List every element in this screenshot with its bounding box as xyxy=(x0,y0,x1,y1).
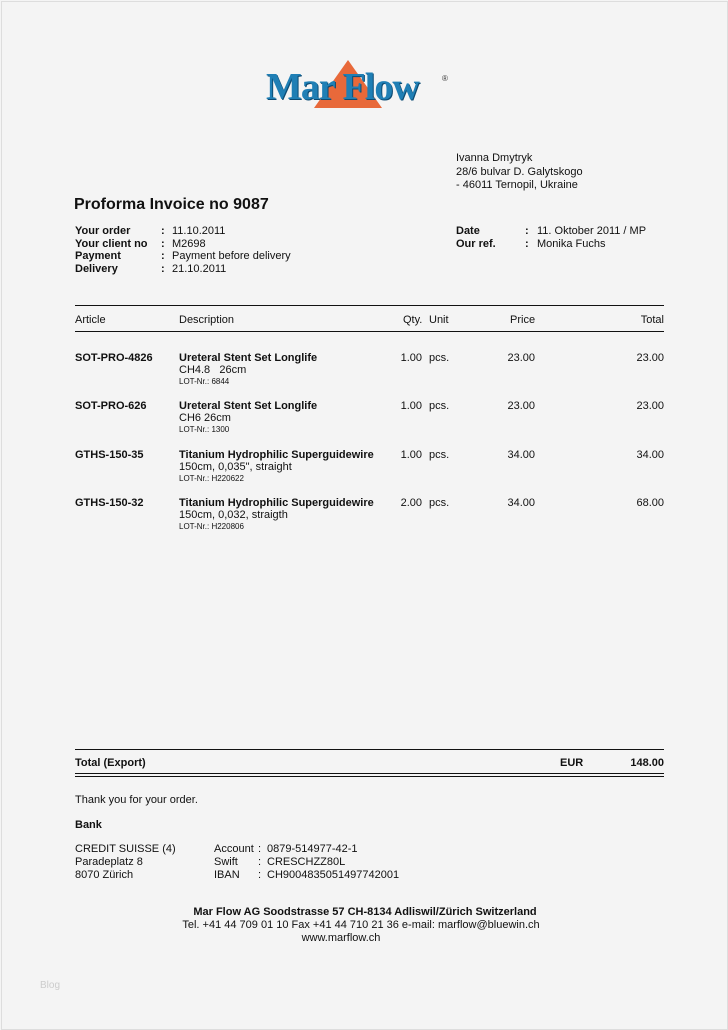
item-total: 23.00 xyxy=(636,400,664,412)
divider xyxy=(75,773,664,774)
meta-value: Monika Fuchs xyxy=(537,237,606,250)
colon: : xyxy=(258,843,262,855)
bank-city: 8070 Zürich xyxy=(75,869,134,881)
item-unit: pcs. xyxy=(429,497,450,509)
col-total: Total xyxy=(640,314,664,326)
invoice-title: Proforma Invoice no 9087 xyxy=(74,196,269,213)
meta-value: Payment before delivery xyxy=(172,250,291,262)
item-detail: 150cm, 0,032, straigth xyxy=(179,509,288,521)
colon: : xyxy=(161,250,165,262)
meta-label: Our ref. xyxy=(456,237,496,250)
item-unit: pcs. xyxy=(429,352,450,364)
footer-website[interactable]: www.marflow.ch xyxy=(301,932,381,944)
bank-street: Paradeplatz 8 xyxy=(75,856,143,868)
meta-label: Payment xyxy=(75,250,121,262)
divider xyxy=(75,305,664,306)
item-qty: 1.00 xyxy=(400,400,422,412)
item-unit: pcs. xyxy=(429,449,450,461)
divider xyxy=(75,776,664,777)
watermark: Blog xyxy=(40,980,61,991)
logo-text: Mar Flow xyxy=(266,66,419,108)
item-detail: 150cm, 0,035", straight xyxy=(179,461,292,473)
colon: : xyxy=(161,262,165,275)
bank-field-value: CH9004835051497742001 xyxy=(267,869,400,881)
col-description: Description xyxy=(179,314,235,326)
bank-field-label: Swift xyxy=(214,856,238,868)
recipient-street: 28/6 bulvar D. Galytskogo xyxy=(456,166,583,178)
item-name: Titanium Hydrophilic Superguidewire xyxy=(179,497,374,509)
marflow-logo xyxy=(264,60,454,110)
col-article: Article xyxy=(75,314,106,326)
colon: : xyxy=(525,225,529,237)
total-amount: 148.00 xyxy=(630,757,664,769)
meta-label: Date xyxy=(456,225,480,237)
recipient-city: - 46011 Ternopil, Ukraine xyxy=(456,179,578,191)
item-article: SOT-PRO-626 xyxy=(75,400,147,412)
meta-value: 11. Oktober 2011 / MP xyxy=(537,225,647,237)
total-currency: EUR xyxy=(560,757,584,769)
item-qty: 2.00 xyxy=(400,497,422,509)
colon: : xyxy=(525,237,529,250)
meta-label: Delivery xyxy=(75,262,118,275)
item-price: 34.00 xyxy=(507,449,535,461)
item-price: 23.00 xyxy=(507,352,535,364)
item-price: 34.00 xyxy=(507,497,535,509)
col-price: Price xyxy=(510,314,536,326)
logo-registered-mark: ® xyxy=(442,74,448,83)
colon: : xyxy=(161,237,165,250)
colon: : xyxy=(258,869,262,881)
item-article: SOT-PRO-4826 xyxy=(75,352,153,364)
colon: : xyxy=(161,225,165,237)
item-price: 23.00 xyxy=(507,400,535,412)
meta-value: 11.10.2011 xyxy=(172,225,226,237)
item-lot: LOT-Nr.: H220622 xyxy=(179,474,244,483)
colon: : xyxy=(258,856,262,868)
bank-field-value: CRESCHZZ80L xyxy=(267,856,346,868)
item-detail: CH4.8 26cm xyxy=(179,364,247,376)
item-total: 34.00 xyxy=(636,449,664,461)
item-article: GTHS-150-32 xyxy=(75,497,144,509)
col-unit: Unit xyxy=(429,314,449,326)
footer-address: Mar Flow AG Soodstrasse 57 CH-8134 Adliswil/Zürich Switzerland xyxy=(193,906,537,918)
item-name: Titanium Hydrophilic Superguidewire xyxy=(179,449,374,461)
col-qty: Qty. xyxy=(403,314,423,326)
meta-label: Your order xyxy=(75,225,131,237)
meta-value: 21.10.2011 xyxy=(172,262,227,275)
item-name: Ureteral Stent Set Longlife xyxy=(179,352,318,364)
thank-you-note: Thank you for your order. xyxy=(75,794,198,806)
bank-name: CREDIT SUISSE (4) xyxy=(75,843,176,855)
total-label: Total (Export) xyxy=(75,757,146,769)
invoice-page xyxy=(1,1,728,1030)
meta-label: Your client no xyxy=(75,237,148,250)
bank-heading: Bank xyxy=(75,819,102,831)
bank-field-label: Account xyxy=(214,843,254,855)
item-name: Ureteral Stent Set Longlife xyxy=(179,400,318,412)
item-detail: CH6 26cm xyxy=(179,412,231,424)
item-qty: 1.00 xyxy=(400,352,422,364)
item-qty: 1.00 xyxy=(400,449,422,461)
bank-field-value: 0879-514977-42-1 xyxy=(267,843,358,855)
item-lot: LOT-Nr.: 1300 xyxy=(179,425,230,434)
item-unit: pcs. xyxy=(429,400,450,412)
item-total: 23.00 xyxy=(636,352,664,364)
meta-value: M2698 xyxy=(172,237,206,250)
divider xyxy=(75,331,664,332)
recipient-name: Ivanna Dmytryk xyxy=(456,152,533,164)
item-total: 68.00 xyxy=(636,497,664,509)
item-article: GTHS-150-35 xyxy=(75,449,144,461)
divider xyxy=(75,749,664,750)
item-lot: LOT-Nr.: H220806 xyxy=(179,522,244,531)
bank-field-label: IBAN xyxy=(214,869,240,881)
footer-contact: Tel. +41 44 709 01 10 Fax +41 44 710 21 36 e-mail: marflow@bluewin.ch xyxy=(182,919,540,931)
item-lot: LOT-Nr.: 6844 xyxy=(179,377,230,386)
